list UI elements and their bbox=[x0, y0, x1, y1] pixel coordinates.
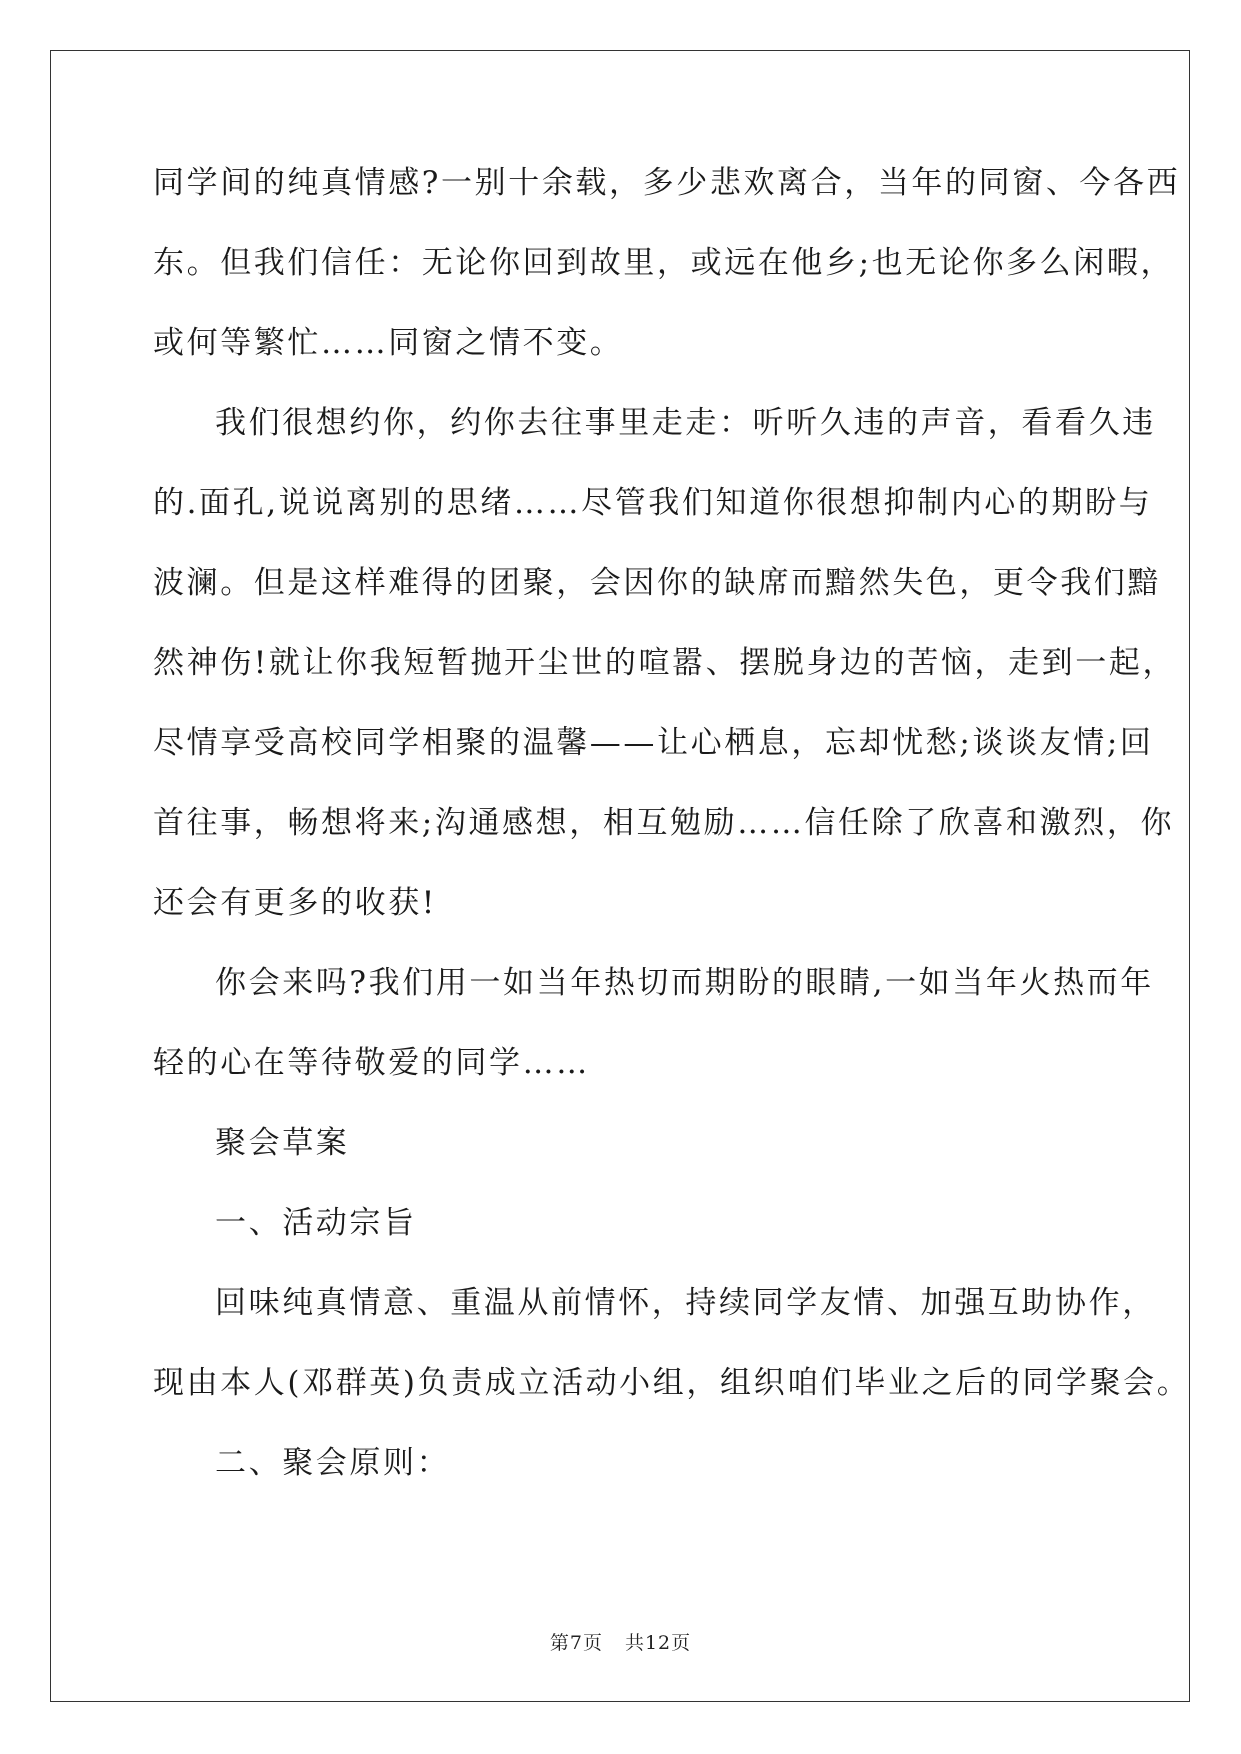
document-body bbox=[153, 160, 1191, 1520]
text-line: 或何等繁忙……同窗之情不变。 bbox=[153, 325, 624, 361]
text-line: 同学间的纯真情感?一别十余载，多少悲欢离合，当年的同窗、今各西 bbox=[153, 165, 1181, 201]
text-line: 然神伤!就让你我短暂抛开尘世的喧嚣、摆脱身边的苦恼，走到一起， bbox=[153, 645, 1177, 681]
text-line: 东。但我们信任：无论你回到故里，或远在他乡;也无论你多么闲暇， bbox=[153, 245, 1175, 281]
text-line: 首往事，畅想将来;沟通感想，相互勉励……信任除了欣喜和激烈，你 bbox=[153, 805, 1175, 841]
text-line: 轻的心在等待敬爱的同学…… bbox=[153, 1045, 590, 1081]
page-number: 第7页 bbox=[549, 1632, 603, 1654]
text-line: 你会来吗?我们用一如当年热切而期盼的眼睛,一如当年火热而年 bbox=[215, 965, 1154, 1001]
text-line: 还会有更多的收获! bbox=[153, 885, 437, 921]
section-heading: 二、聚会原则： bbox=[215, 1445, 451, 1481]
text-line: 波澜。但是这样难得的团聚，会因你的缺席而黯然失色，更令我们黯 bbox=[153, 565, 1161, 601]
text-line: 回味纯真情意、重温从前情怀，持续同学友情、加强互助协作， bbox=[215, 1285, 1156, 1321]
page-footer bbox=[0, 1628, 1241, 1655]
text-line: 现由本人(邓群英)负责成立活动小组，组织咱们毕业之后的同学聚会。 bbox=[153, 1365, 1191, 1401]
page-total: 共12页 bbox=[624, 1632, 692, 1654]
section-heading: 聚会草案 bbox=[215, 1125, 350, 1161]
section-heading: 一、活动宗旨 bbox=[215, 1205, 417, 1241]
text-line: 的.面孔,说说离别的思绪……尽管我们知道你很想抑制内心的期盼与 bbox=[153, 485, 1153, 521]
text-line: 我们很想约你，约你去往事里走走：听听久违的声音，看看久违 bbox=[215, 405, 1156, 441]
text-line: 尽情享受高校同学相聚的温馨——让心栖息，忘却忧愁;谈谈友情;回 bbox=[153, 725, 1154, 761]
